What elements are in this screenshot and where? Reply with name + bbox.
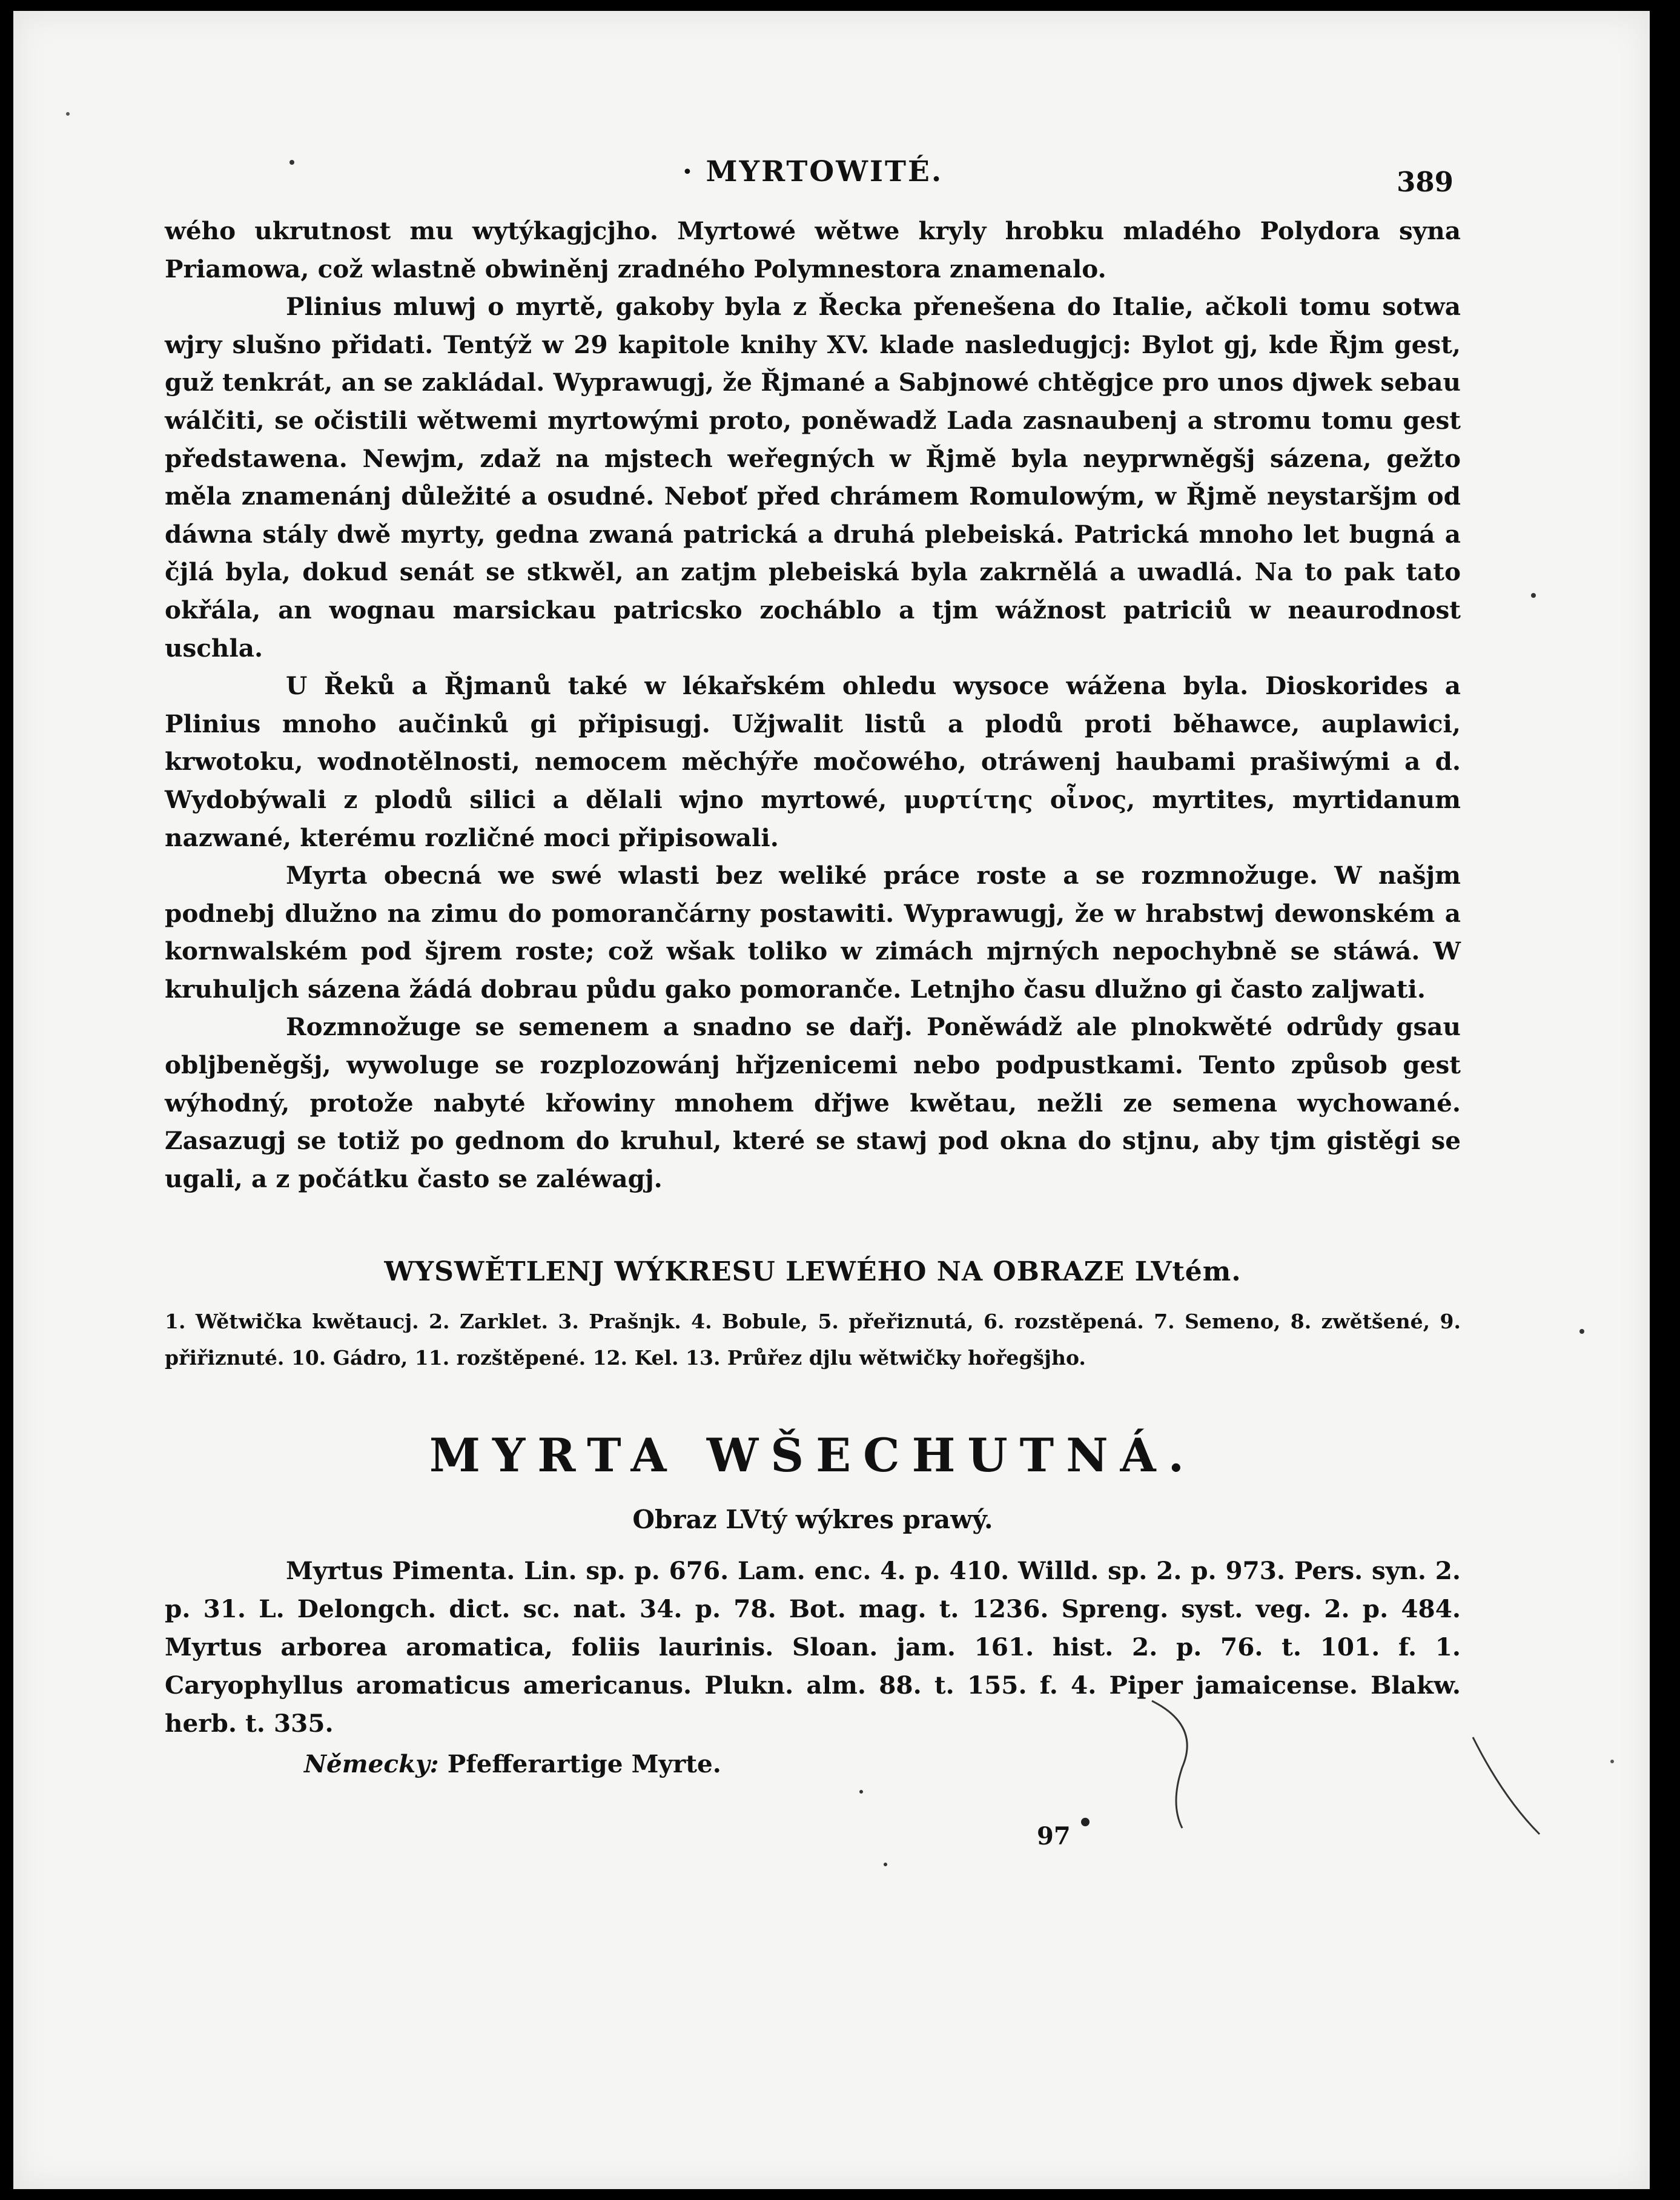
- page-number: 389: [1397, 166, 1453, 198]
- scanned-page: [13, 11, 1650, 2189]
- paragraph: Rozmnožuge se semenem a snadno se dařj. Poněwádž ale plnokwěté odrůdy gsau obljbeněgšj, wywoluge se rozplozowánj hřjzenicemi nebo podpustkami. Tento způsob gest wýhodný, protože nabyté křowiny mnohem dřjwe kwětau, nežli ze semena wychowané. Zasazugj se totiž po gednom do kruhul, které se stawj pod okna do stjnu, aby tjm gistěgi se ugali, a z počátku často se zaléwagj.: [165, 1012, 1461, 1193]
- species-title: MYRTA WŠECHUTNÁ.: [429, 1428, 1197, 1482]
- paragraph: Plinius mluwj o myrtě, gakoby byla z Řecka přenešena do Italie, ačkoli tomu sotwa wjry slušno přidati. Tentýž w 29 kapitole knihy XV. klade nasledugjcj: Bylot gj, kde Řjm gest, guž tenkrát, an se zakládal. Wyprawugj, že Řjmané a Sabjnowé chtěgjce pro unos djwek sebau wálčiti, se očistili wětwemi myrtowými proto, poněwadž Lada zasnaubenj a stromu tomu gest předstawena. Newjm, zdaž na mjstech weřegných w Řjmě byla neyprwněgšj sázena, gežto měla znamenánj důležité a osudné. Neboť před chrámem Romulowým, w Řjmě neystaršjm od dáwna stály dwě myrty, gedna zwaná patrická a druhá plebeiská. Patrická mnoho let bugná a čjlá byla, dokud senát se stkwěl, an zatjm plebeiská byla zakrnělá a uwadlá. Na to pak tato okřála, an wognau marsickau patricsko zocháblo a tjm wážnost patriciů w neaurodnost uschla.: [165, 292, 1461, 663]
- synonymy-paragraph: Myrtus Pimenta. Lin. sp. p. 676. Lam. enc. 4. p. 410. Willd. sp. 2. p. 973. Pers. syn. 2. p. 31. L. Delongch. dict. sc. nat. 34. p. 78. Bot. mag. t. 1236. Spreng. syst. veg. 2. p. 484. Myrtus arborea aromatica, foliis laurinis. Sloan. jam. 161. hist. 2. p. 76. t. 101. f. 1. Caryophyllus aromaticus americanus. Plukn. alm. 88. t. 155. f. 4. Piper jamaicense. Blakw. herb. t. 335.: [165, 1556, 1461, 1738]
- paragraph: wého ukrutnost mu wytýkagjcjho. Myrtowé wětwe kryly hrobku mladého Polydora syna Priamowa, což wlastně obwiněnj zradného Polymnestora znamenalo.: [165, 216, 1461, 283]
- signature-mark: 97: [1037, 1822, 1071, 1850]
- running-head: · MYRTOWITÉ.: [682, 155, 944, 188]
- vernacular-value: Pfefferartige Myrte.: [447, 1749, 721, 1778]
- paragraph: Myrta obecná we swé wlasti bez weliké práce roste a se rozmnožuge. W našjm podnebj dlužno na zimu do pomorančárny postawiti. Wyprawugj, že w hrabstwj dewonském a kornwalském pod šjrem roste; což wšak toliko w zimách mjrných nepochybně se stáwá. W kruhuljch sázena žádá dobrau půdu gako pomorančе. Letnjho času dlužno gi často zaljwati.: [165, 861, 1461, 1004]
- vernacular-name: [304, 1749, 721, 1778]
- paragraph: U Řeků a Řjmanů také w lékařském ohledu wysoce wážena byla. Dioskorides a Plinius mnoho aučinků gi připisugj. Užjwalit listů a plodů proti běhawce, auplawici, krwotoku, wodnotělnosti, nemocem měchýře močowého, otráwenj haubami prašiwými a d. Wydobýwali z plodů silici a dělali wjno myrtowé, μυρτίτης οἶνος, myrtites, myrtidanum nazwané, kterému rozličné moci připisowali.: [165, 671, 1461, 852]
- figure-reference: Obraz LVtý wýkres prawý.: [632, 1505, 993, 1534]
- legend-title: WYSWĚTLENJ WÝKRESU LEWÉHO NA OBRAZE LVtém.: [384, 1256, 1242, 1287]
- page-header: [165, 151, 1461, 198]
- vernacular-label: Německy:: [304, 1749, 439, 1778]
- body-text: [165, 212, 1461, 1198]
- legend-text: 1. Wětwička kwětaucj. 2. Zarklet. 3. Prašnjk. 4. Bobule, 5. přeřiznutá, 6. rozstěpená. 7. Semeno, 8. zwětšené, 9. přiřiznuté. 10. Gádro, 11. rozštěpené. 12. Kel. 13. Průřez djlu wětwičky hořegšjho.: [165, 1310, 1461, 1370]
